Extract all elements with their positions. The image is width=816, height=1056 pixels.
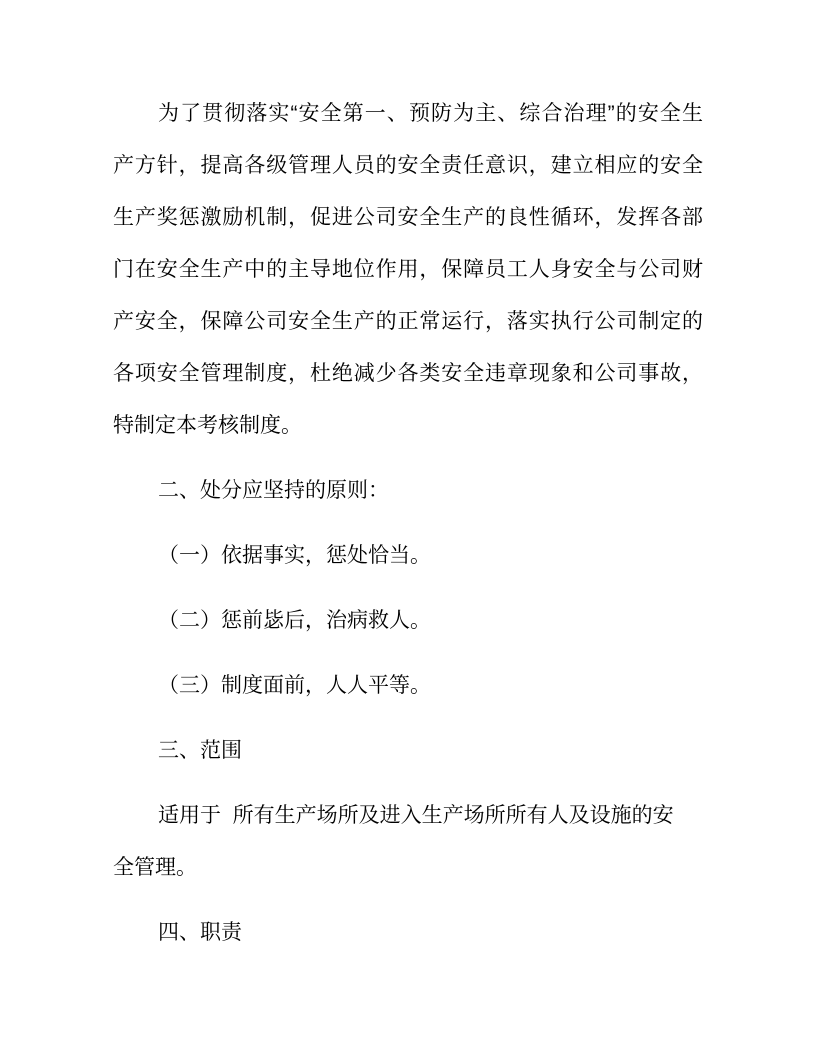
paragraph-line: 生产奖惩激励机制，促进公司安全生产的良性循环，发挥各部 [113,206,703,229]
paragraph-line: 特制定本考核制度。 [113,414,302,437]
principle-item-3 [113,660,703,712]
heading-line: 三、范围 [158,739,242,762]
scope-paragraph [113,790,703,894]
paragraph-line: 产方针，提高各级管理人员的安全责任意识，建立相应的安全 [113,154,703,177]
paragraph-line: 适用于 所有生产场所及进入生产场所所有人及设施的安 [158,804,674,827]
principle-item-1 [113,530,703,582]
paragraph-line: 全管理。 [113,856,197,879]
list-item-line: （三）制度面前，人人平等。 [158,674,431,697]
paragraph-line: 各项安全管理制度，杜绝减少各类安全违章现象和公司事故， [113,362,703,385]
intro-paragraph [113,88,703,452]
paragraph-line: 产安全，保障公司安全生产的正常运行，落实执行公司制定的 [113,310,703,333]
list-item-line: （二）惩前毖后，治病救人。 [158,609,431,632]
heading-line: 四、职责 [158,921,242,944]
section-heading-duties [113,907,703,959]
paragraph-line: 为了贯彻落实“安全第一、预防为主、综合治理”的安全生 [158,102,703,125]
principle-item-2 [113,595,703,647]
list-item-line: （一）依据事实，惩处恰当。 [158,544,431,567]
heading-line: 二、处分应坚持的原则： [158,479,389,502]
section-heading-scope [113,725,703,777]
paragraph-line: 门在安全生产中的主导地位作用，保障员工人身安全与公司财 [113,258,703,281]
section-heading-principles [113,465,703,517]
